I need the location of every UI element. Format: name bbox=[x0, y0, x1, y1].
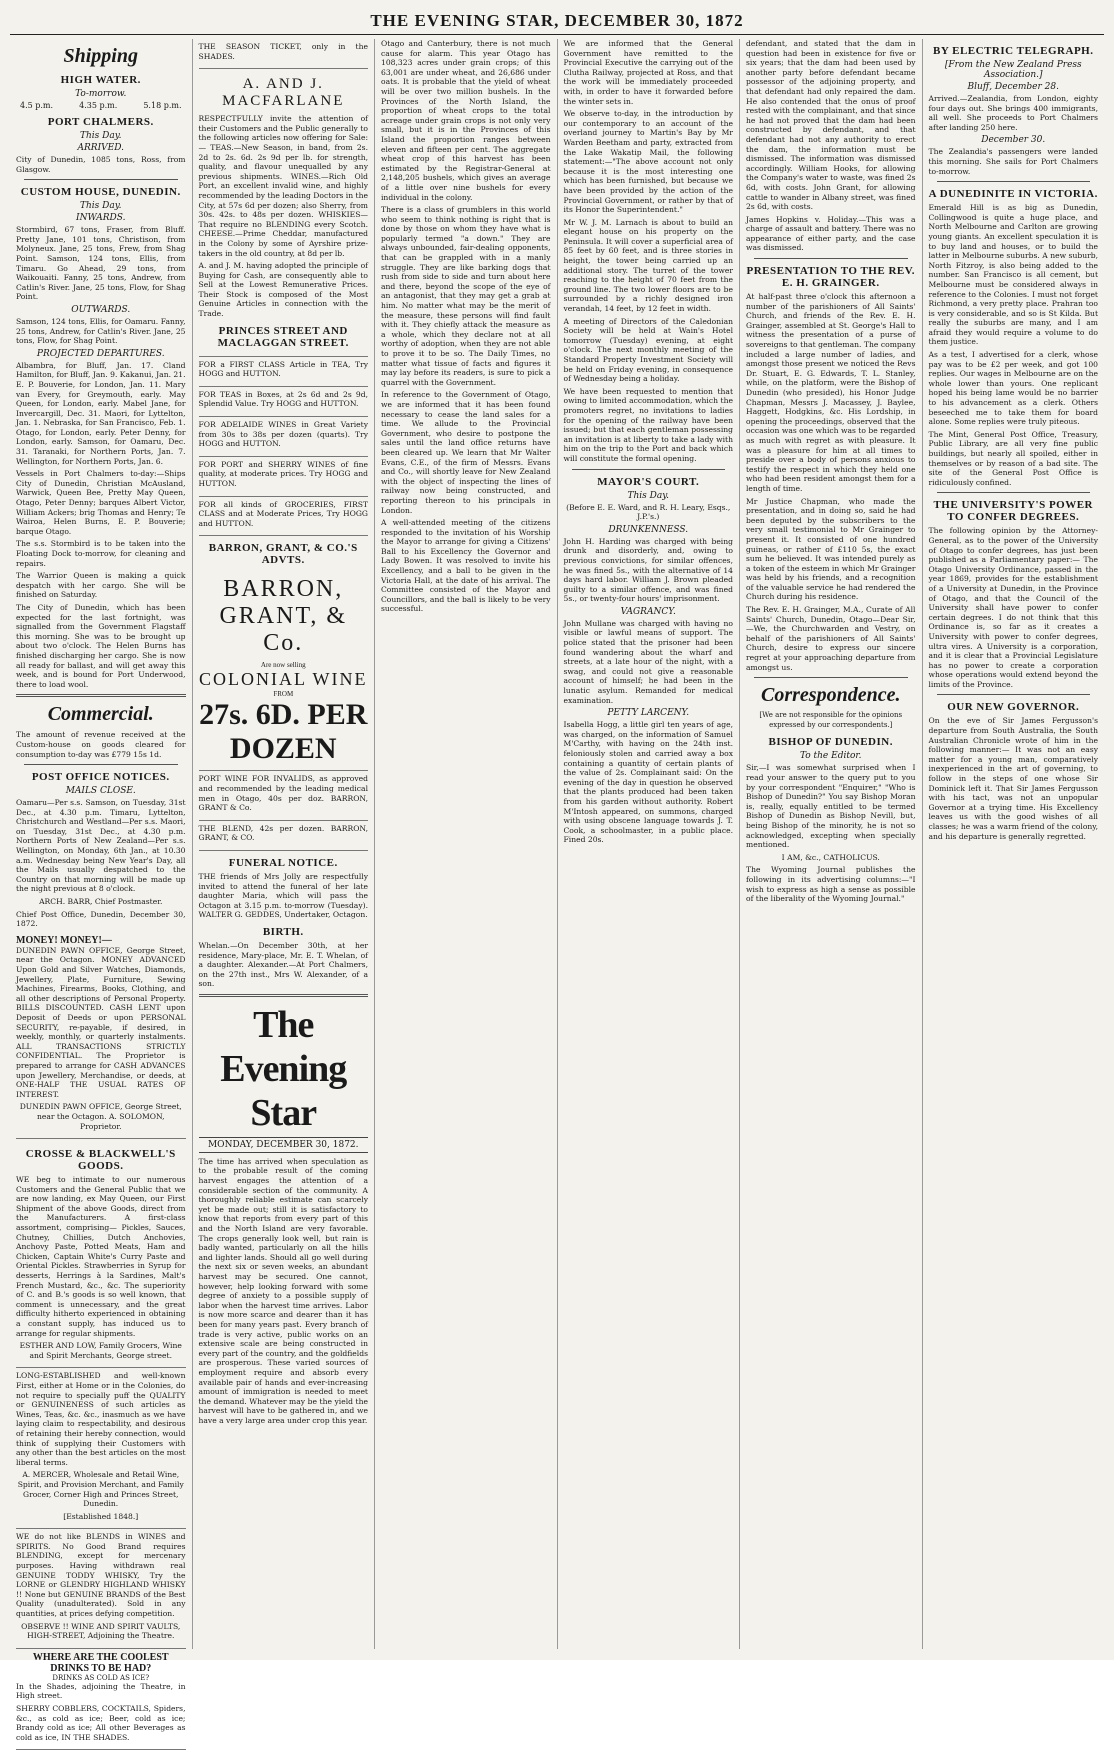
larceny-label: PETTY LARCENY. bbox=[607, 708, 690, 719]
column-2 bbox=[193, 39, 376, 1649]
outwards-label: OUTWARDS. bbox=[71, 304, 131, 315]
po-date: Chief Post Office, Dunedin, December 30, 1872. bbox=[16, 909, 186, 929]
presentation-text: At half-past three o'clock this afternoon a number of the parishioners of All Saints' Church, and friends of the Rev. E. H. Grainger, assembled at St. George's Hall to witness the presentation of a purse of sovereigns to that gentleman. The company included a large number of ladies, and amongst those present we noticed the Revs Dr. Stuart, E. G. Edwards, T. L. Stanley, while, on the platform, were the Bishop of Dunedin (who presided), his Honor Judge Chapman, Messrs J. Macassey, J. Baylee, Haggett, Hodgkins, &c. His Lordship, in opening the proceedings, observed that the occasion was one which was to be regarded as much with regret as with pleasure. It was a pleasure for him at all times to preside over a body of persons anxious to testify the respect in which they held one who had been resident amongst them for a length of time. bbox=[746, 292, 916, 493]
inwards-text: Stormbird, 67 tons, Fraser, from Bluff. Pretty Jane, 101 tons, Christison, from Molyneux. Jane, 25 tons, Frew, from Shag Point. Samson, 124 tons, Ellis, from Timaru. Go Ahead, 29 tons, from Waikouaiti. Fanny, 25 tons, Andrew, from Catlin's River. Jane, 25 tons, Flow, for Shag Point. bbox=[16, 225, 186, 302]
divider bbox=[16, 694, 186, 697]
macfarlane-ad bbox=[199, 69, 369, 356]
port-wine-ad bbox=[199, 771, 369, 820]
warrior-text: The Warrior Queen is making a quick despatch with her cargo. She will be finished on Saturday. bbox=[16, 571, 186, 600]
divider bbox=[24, 764, 178, 765]
colonial-wine-label: COLONIAL WINE bbox=[199, 669, 368, 690]
divider bbox=[199, 994, 369, 997]
court-text: John H. Harding was charged with being drunk and disorderly, and, owing to previous convictions, for similar offences, he was fined 5s., with the alternative of 14 days hard labor. William J. Brown pleaded guilty to a similar offence, and was fined 5s., or twenty-four hours' imprisonment. bbox=[563, 536, 733, 604]
mercer-sign: A. MERCER, Wholesale and Retail Wine, Spirit, and Provision Merchant, and Family Grocer, Corner High and Princes Street, Dunedin. bbox=[17, 1470, 184, 1509]
wines-ad bbox=[16, 1529, 186, 1649]
article-text: Otago and Canterbury, there is not much cause for alarm. This year Otago has 108,323 acres under grain crops; of this 63,001 are under wheat, and 26,686 under oats. It is probable that the yield of wheat will be over two million bushels. In the Provinces of the North Island, the proportion of wheat crops to the total acreage under grain crops is not only very small, but it is in the Provinces of this Island the proportion ranges between eleven and fifteen per cent. The aggregate wheat crop of this harvest has been estimated by the Registrar-General at 2,148,205 bushels, which gives an average of a little over nine bushels for every individual in the colony. bbox=[381, 39, 551, 202]
funeral-text: THE friends of Mrs Jolly are respectfully invited to attend the funeral of her late daughter Maria, which will pass the Octagon at 3.15 p.m. to-morrow (Tuesday). WALTER G. GEDDES, Undertaker, Octagon. bbox=[198, 871, 368, 920]
postmaster-sign: ARCH. BARR, Chief Postmaster. bbox=[39, 897, 163, 907]
barron-sub: Are now selling bbox=[260, 661, 306, 670]
from-label: FROM bbox=[273, 690, 294, 699]
tea-ad-5 bbox=[199, 497, 369, 537]
masthead bbox=[10, 8, 1104, 35]
bishop-sign: I AM, &c., CATHOLICUS. bbox=[781, 852, 880, 862]
season-text: THE SEASON TICKET, only in the SHADES. bbox=[198, 42, 368, 61]
pawn-sign: DUNEDIN PAWN OFFICE, George Street, near the Octagon. A. SOLOMON, Proprietor. bbox=[19, 1102, 182, 1131]
sherry-text: SHERRY COBBLERS, COCKTAILS, Spiders, &c., as cold as ice; Beer, cold as ice; Brandy cold as ice; All other Beverages as cold as ice, IN THE SHADES. bbox=[16, 1704, 186, 1742]
divider bbox=[572, 469, 726, 470]
telegraph-heading: BY ELECTRIC TELEGRAPH. bbox=[933, 45, 1094, 57]
victoria-text: Emerald Hill is as big as Dunedin, Collingwood is quite a huge place, and North Melbourne and Carlton are growing young giants. An excellent speculation it is to buy land and houses, or to build the latter in Melbourne suburbs. A new suburb, North Fitzroy, is also being added to the number. San Francisco is all cement, but Melbourne must be considered always in reference to the Colonies. I must not forget Richmond, a very pretty place. Prahran too is very considerable, and so is St Kilda. But really the suburbs are many, and I am afraid they would require a volume to do them justice. bbox=[928, 203, 1098, 347]
presentation-heading: PRESENTATION TO THE REV. E. H. GRAINGER. bbox=[746, 265, 915, 290]
where-text: In the Shades, adjoining the Theatre, in High street. bbox=[16, 1681, 186, 1701]
victoria-heading: A DUNEDINITE IN VICTORIA. bbox=[928, 188, 1098, 201]
larceny-text: Isabella Hogg, a little girl ten years of age, was charged, on the information of Samuel M'Carthy, with having on the 24th inst. feloniously stolen and carried away a box containing a quantity of certain plants of the value of 2s. Complainant said: On the evening of the day in question he observed that the plants produced had been taken from his garden without authority. Robert M'Intosh appeared, on summons, charged with using obscene language towards J. T. Cook, a schoolmaster, in a public place. Fined 20s. bbox=[563, 720, 733, 845]
article-text: A meeting of Directors of the Caledonian Society will be held at Wain's Hotel tomorrow (Tuesday) evening, at eight o'clock. The next monthly meeting of the Standard Property Investment Society will be held on Friday evening, in consequence of Wednesday being a holiday. bbox=[563, 316, 733, 384]
wine-price: 27s. 6D. PER DOZEN bbox=[199, 698, 368, 766]
wines-text: WE do not like BLENDS in WINES and SPIRITS. No Good Brand requires BLENDING, except for mercenary purposes. Having withdrawn real GENUINE TODDY WHISKY, Try the LORNE or GLENDRY HIGHLAND WHISKY !! None but GENUINE BRANDS of the Best Quality (unadulterated). Sold in any quantities, at prices defying competition. bbox=[16, 1532, 186, 1619]
shades-ad bbox=[16, 1649, 186, 1750]
bishop-to: To the Editor. bbox=[799, 751, 862, 762]
tomorrow-label: To-morrow. bbox=[75, 89, 127, 99]
commercial-text: The amount of revenue received at the Custom-house on goods cleared for consumption to-day was £779 15s 1d. bbox=[16, 730, 186, 759]
crosse-sign: ESTHER AND LOW, Family Grocers, Wine and Spirit Merchants, George street. bbox=[19, 1341, 182, 1360]
tea-ad-text: FOR PORT and SHERRY WINES of fine quality, at moderate prices. Try HOGG and HUTTON. bbox=[198, 459, 368, 488]
established-label: [Established 1848.] bbox=[63, 1511, 139, 1521]
colonial-wine-ad bbox=[199, 569, 369, 771]
vessels-text: Vessels in Port Chalmers to-day:—Ships City of Dunedin, Christian McAusland, Warwick, Queen Bee, Pretty May Queen, Otago, Peter Denny; barques Albert Victor, William Ackers; brig Thomas and Henry; Te Wairoa, Helen Burns, E. P. Bouverie; barque Otago. bbox=[16, 469, 186, 536]
drunkenness-label: DRUNKENNESS. bbox=[608, 524, 689, 535]
column-5 bbox=[740, 39, 923, 1649]
where-sub: DRINKS AS COLD AS ICE? bbox=[52, 1673, 150, 1682]
shipping-heading: Shipping bbox=[63, 45, 138, 67]
article-text: defendant, and stated that the dam in question had been in existence for five or six years; that the dam had been used by another party before defendant became possessor of the adjoining property, and that defendant had only repaired the dam. He also contended that the onus of proof rested with the complainant, and that since he had not proved that the dam had been constructed by defendant, and that defendant had not any authority to erect the dam, the information must be dismissed. The information was dismissed accordingly. William Hooks, for allowing the Company's water to waste, was fined 2s 6d, with costs. John Grant, for allowing cattle to wander in Albany street, was fined 2s 6d, with costs. bbox=[746, 39, 916, 212]
columns bbox=[10, 39, 1104, 1742]
tide-2: 4.35 p.m. bbox=[79, 101, 118, 110]
mayors-court-heading: MAYOR'S COURT. bbox=[597, 475, 700, 488]
bishop-text: Sir,—I was somewhat surprised when I read your answer to the query put to you by your correspondent "Enquirer," "Who is Bishop of Dunedin?" You say Bishop Moran is, really, equally entitled to be termed Bishop of Dunedin as Bishop Nevill, but, being Bishop of the minority, he is not so acknowledged, excepting when specially mentioned. bbox=[746, 763, 916, 850]
high-water-heading: HIGH WATER. bbox=[60, 74, 141, 86]
tea-ad-4 bbox=[199, 457, 369, 497]
divider bbox=[754, 258, 908, 259]
observe-text: OBSERVE !! WINE AND SPIRIT VAULTS, HIGH-STREET, Adjoining the Theatre. bbox=[21, 1621, 181, 1641]
season-ticket-ad bbox=[199, 39, 369, 69]
funeral-heading: FUNERAL NOTICE. bbox=[228, 856, 338, 869]
projected-text: Albambra, for Bluff, Jan. 17. Cland Hamilton, for Bluff, Jan. 9. Kakanui, Jan. 21. E. P. Bouverie, for London, Jan. 11. Mary van Every, for Greymouth, early. May Queen, for London, early. Mabel Jane, for Invercargill, Dec. 31. Maori, for Lyttelton, Jan. 1. Nebraska, for San Francisco, Feb. 1. Otago, for London, early. Peter Denny, for London, early. Samson, for Oamaru, Dec. 31. Taranaki, for Northern Ports, Jan. 7. Wellington, for Northern Ports, Jan. 6. bbox=[16, 360, 186, 466]
this-day-label: This Day. bbox=[80, 131, 122, 141]
inwards-label: INWARDS. bbox=[76, 213, 126, 224]
mails-close-label: MAILS CLOSE. bbox=[65, 786, 136, 797]
mercer-ad bbox=[16, 1368, 186, 1529]
dec30-dateline: December 30. bbox=[981, 135, 1046, 146]
governor-heading: OUR NEW GOVERNOR. bbox=[947, 701, 1080, 714]
divider bbox=[754, 677, 908, 678]
article-text: We have been requested to mention that owing to limited accommodation, which the promoters regret, no invitations to ladies for the opening of the railway have been issued; but that each gentleman possessing an invitation is at liberty to take a lady with him on the trip to the Port and back which will constitute the formal opening. bbox=[563, 386, 733, 463]
mercer-text: LONG-ESTABLISHED and well-known First, either at Home or in the Colonies, do not require to specially puff the QUALITY or GENUINENESS of such articles as Wines, Teas, &c. &c., inasmuch as we have laying claim to respectability, and desirous of retaining their hereby connection, would think of supplying their Customers with any other than the best articles on the most liberal terms. bbox=[16, 1371, 186, 1467]
masthead-title: THE EVENING STAR, DECEMBER 30, 1872 bbox=[370, 11, 744, 30]
tide-times bbox=[16, 101, 186, 110]
post-office-heading: POST OFFICE NOTICES. bbox=[31, 771, 170, 784]
tea-ad-3 bbox=[199, 417, 369, 457]
customs-heading: CUSTOM HOUSE, DUNEDIN. bbox=[20, 186, 181, 199]
article-text: The Rev. E. H. Grainger, M.A., Curate of All Saints' Church, Dunedin, Otago—Dear Sir,—We, the Churchwarden and Vestry, on behalf of the parishioners of All Saints' Church, desire to express our sincere regret at your approaching departure from amongst us. bbox=[746, 605, 916, 672]
tea-ad-2 bbox=[199, 387, 369, 417]
outwards-text: Samson, 124 tons, Ellis, for Oamaru. Fanny, 25 tons, Andrew, for Catlin's River. Jane, 25 tons, Flow, for Shag Point. bbox=[16, 316, 186, 346]
article-text: James Hopkins v. Holiday.—This was a charge of assault and battery. There was no appearance of either party, and the case was dismissed. bbox=[746, 214, 916, 253]
city-text: The City of Dunedin, which has been expected for the last fortnight, was signalled from the Government Flagstaff this morning. She was to be brought up about two o'clock. The Helen Burns has finished discharging her cargo. She is now all ready for ballast, and will get away this week, and is bound for Port Underwood, there to load wool. bbox=[16, 602, 186, 689]
column-3 bbox=[375, 39, 558, 1649]
tea-ad-text: FOR all kinds of GROCERIES, FIRST CLASS and at Moderate Prices, Try HOGG and HUTTON. bbox=[198, 499, 368, 528]
article-text: We observe to-day, in the introduction by our contemporary to an account of the overland journey to Martin's Bay by Mr Warden Beetham and party, extracted from the Lake Wakatip Mail, the following statement:—"The above account not only because it is the most interesting one which has been furnished, but because we have been provided by the action of the Provincial Government, or rather by that of its Honor the Superintendent." bbox=[563, 109, 733, 215]
tide-1: 4.5 p.m. bbox=[20, 101, 54, 110]
tea-ad-1 bbox=[199, 357, 369, 387]
article-text: Mr W. J. M. Larnach is about to build an elegant house on his property on the Peninsula. It will cover a superficial area of 85 feet by 60 feet, and is three stories in height, the tower being carried up an additional story. The turret of the tower reaching to the height of 70 feet from the ground line. The two lower floors are to be surrounded by a richly designed iron verandah, 14 feet, by 12 feet in width. bbox=[563, 217, 733, 314]
arrived-label: ARRIVED. bbox=[77, 143, 124, 153]
crosse-heading: CROSSE & BLACKWELL'S GOODS. bbox=[25, 1148, 176, 1173]
article-text: We are informed that the General Government have remitted to the Provincial Executive the carrying out of the Clutha Railway, projected at Ross, and that the work will be immediately proceeded with, in order to have it forwarded before the winter sets in. bbox=[563, 39, 733, 106]
crosse-ad bbox=[16, 1139, 186, 1368]
bluff-dateline: Bluff, December 28. bbox=[967, 82, 1059, 92]
zealandia-text: The Zealandia's passengers were landed this morning. She sails for Port Chalmers to-morrow. bbox=[928, 147, 1098, 176]
crosse-text: WE beg to intimate to our numerous Customers and the General Public that we are now landing, ex May Queen, our First Shipment of the above Goods, direct from the Manufacturers. A first-class assortment, comprising— Pickles, Sauces, Chutney, Chillies, Dutch Anchovies, Anchovy Paste, Potted Meats, Ham and Chicken, Captain White's Curry Paste and Oriental Pickles. Strawberries in Syrup for desserts, Herrings à la Sardines, Malt's French Mustard, &c., &c. The superiority of C. and B.'s goods is so well known, that comment is unnecessary, and the great difficulty hitherto experienced in obtaining a constant supply, has induced us to arrange for regular shipments. bbox=[16, 1175, 186, 1338]
barron-name: BARRON, GRANT, & Co. bbox=[219, 576, 348, 657]
divider bbox=[937, 492, 1091, 493]
article-text: In reference to the Government of Otago, we are informed that it has been found necessary to cease the land sales for a time. We allude to the Provincial Government, who desire to postpone the sales until the land office returns have been cleared up. We learn that Mr Walter Evans, C.E., of the firm of Messrs. Evans and Co., will shortly leave for New Zealand with the object of inspecting the lines of railway now being constructed, and reporting thereon to his principals in London. bbox=[381, 390, 551, 515]
money-text: DUNEDIN PAWN OFFICE, George Street, near the Octagon. MONEY ADVANCED Upon Gold and Silver Watches, Diamonds, Jewellery, Plate, Furniture, Sewing Machines, Firearms, Books, Clothing, and all other descriptions of Personal Property. BILLS DISCOUNTED. CASH LENT upon Deposit of Deeds or upon PERSONAL SECURITY, re-payable, if desired, in weekly, monthly, or quarterly instalments. ALL TRANSACTIONS STRICTLY CONFIDENTIAL. The Proprietor is prepared to arrange for CASH ADVANCES upon Jewellery, Merchandise, or deeds, at ONE-HALF THE USUAL RATES OF INTEREST. bbox=[16, 945, 186, 1099]
correspondence-note: [We are not responsible for the opinions expressed by our correspondents.] bbox=[759, 711, 903, 729]
mayor-bench: (Before E. E. Ward, and R. H. Leary, Esqs., J.P.'s.) bbox=[566, 502, 731, 522]
macfarlane-name: A. AND J. MACFARLANE bbox=[222, 76, 345, 110]
article-text: The Wyoming Journal publishes the following in its advertising columns:—"I wish to express as high a sense as possible of the liberality of the Wyoming Journal." bbox=[746, 865, 916, 904]
customs-day: This Day. bbox=[80, 201, 122, 212]
macfarlane-text-2: A. and J. M. having adopted the principle of Buying for Cash, are consequently able to Sell at the Lowest Remunerative Prices. Their Stock is composed of the Most Genuine Articles in connection with the Trade. bbox=[198, 261, 368, 319]
divider bbox=[937, 181, 1091, 182]
editorial-text: The time has arrived when speculation as to the probable result of the coming harvest engages the attention of a considerable section of the community. A thoroughly reliable estimate can scarcely yet be made out; still it is satisfactory to know that reports from every part of this and the North Island are very favorable. The crops generally look well, but rain is badly wanted, particularly on all the hills and lighter lands. Should all go well during the next six or seven weeks, an abundant harvest may be secured. One cannot, however, help looking forward with some degree of anxiety to a possible supply of labor when the harvest time arrives. Labor is now more scarce and dearer than it has been for many years past. Every branch of trade is very active, public works on an extensive scale are being constructed in every part of the country, and the goldfields are prosperous. These varied sources of employment require and absorb every available pair of hands and ever-increasing amount of immigration is needed to meet the demand. Whatever may be the yield the harvest will have to be gathered in, and we have a very large area under crop this year. bbox=[198, 1156, 368, 1425]
port-chalmers-heading: PORT CHALMERS. bbox=[47, 116, 154, 128]
commercial-heading: Commercial. bbox=[47, 703, 154, 726]
article-text: A well-attended meeting of the citizens responded to the invitation of his Worship the Mayor to arrange for giving a Citizens' Ball to his Excellency the Governor and Lady Bowen. It was resolved to invite his Excellency, and a ball to be given in the Victoria Hall, at the date of his arrival. The Committee consisted of the Mayor and Councillors, and the ball is likely to be very successful. bbox=[381, 518, 551, 614]
money-ad bbox=[16, 932, 186, 1139]
article-text: The Mint, General Post Office, Treasury, Public Library, are all very fine public buildings, but nearly all spoiled, either in themselves or by reason of a bad site. The site of the General Post Office is ridiculously confined. bbox=[928, 429, 1098, 487]
mayor-day: This Day. bbox=[627, 490, 669, 501]
stormbird-text: The s.s. Stormbird is to be taken into the Floating Dock to-morrow, for cleaning and repairs. bbox=[16, 539, 186, 568]
governor-text: On the eve of Sir James Fergusson's departure from South Australia, the South Australian Chronicle wrote of him in the following manner:— It was not an easy matter for a young man, comparatively inexperienced in the art of governing, to follow in the steps of one whose Sir Dominick left it. That Sir James Fergusson with his tact, was not an unpopular Governor at a trying time. His Excellency leaves us with the good wishes of all classes; he was a warm friend of the colony, and his departure is generally regretted. bbox=[928, 716, 1098, 841]
barron-adverts: BARRON, GRANT, & CO.'S ADVTS. bbox=[208, 542, 358, 567]
tea-ad-text: FOR TEAS in Boxes, at 2s 6d and 2s 9d, Splendid Value. Try HOGG and HUTTON. bbox=[198, 389, 368, 409]
article-text: As a test, I advertised for a clerk, whose pay was to be £2 per week, and got 100 replies. Our wages in Melbourne are on the whole lower than yours. One replicant hoped his being lame would be no barrier to his advancement as a clerk. Others beseeched me to take them for board alone. Some replies were truly piteous. bbox=[928, 350, 1098, 427]
correspondence-heading: Correspondence. bbox=[761, 684, 901, 707]
port-text: PORT WINE FOR INVALIDS, as approved and recommended by the leading medical men in Otago, 40s per doz. BARRON, GRANT & Co. bbox=[198, 774, 368, 813]
macfarlane-text: RESPECTFULLY invite the attention of their Customers and the Public generally to the following articles now offering for Sale:— TEAS.—New Season, in band, from 2s. 2d to 2s. 6d. 2s 9d per lb. for strength, quality, and flavour unequalled by any previous shipments. WINES.—Rich Old Port, an excellent invalid wine, and highly recommended by the leading Doctors in the City, at 57s 6d per dozen; also Sherry, from 30s. 42s. to 48s per dozen. WHISKIES—That require no BLENDING every Scotch. CHEESE.—Prime Cheddar, manufactured in the Colony by some of Ayrshire prize-takers in the old country, at 8d per lb. bbox=[198, 114, 368, 258]
telegraph-sub: [From the New Zealand Press Association.] bbox=[944, 60, 1082, 80]
vagrancy-label: VAGRANCY. bbox=[620, 606, 676, 617]
arrived-text: City of Dunedin, 1085 tons, Ross, from Glasgow. bbox=[16, 155, 186, 174]
nameplate: The Evening Star bbox=[220, 1003, 347, 1134]
princes-street: PRINCES STREET AND MACLAGGAN STREET. bbox=[217, 324, 349, 349]
bishop-heading: BISHOP OF DUNEDIN. bbox=[768, 736, 893, 749]
university-text: The following opinion by the Attorney-General, as to the power of the University of Otago to confer degrees, has just been published as a Parliamentary paper:— The Otago University Ordinance, passed in the year 1869, provides for the establishment of a University at Dunedin, in the Province of Otago, and that the Council of the University shall have power to confer certain degrees. I do not think that this Ordinance is, so far as it creates a University with power to confer degrees, ultra vires. A University is a corporation, and it is clear that a Provincial Legislature has no power to create a corporation whose operations would extend beyond the limits of the Province. bbox=[928, 526, 1098, 689]
bluff-text: Arrived.—Zealandia, from London, eighty four days out. She brings 400 immigrants, all well. She proceeds to Port Chalmers after landing 250 here. bbox=[928, 94, 1098, 132]
issue-date: MONDAY, DECEMBER 30, 1872. bbox=[199, 1137, 369, 1153]
divider bbox=[24, 179, 178, 180]
column-4 bbox=[558, 39, 741, 1649]
birth-text: Whelan.—On December 30th, at her residence, Mary-place, Mr. E. T. Whelan, of a daughter. Alexander.—At Port Chalmers, on the 27th inst., Mrs W. Alexander, of a son. bbox=[198, 940, 368, 989]
blend-text: THE BLEND, 42s per dozen. BARRON, GRANT, & CO. bbox=[198, 823, 368, 843]
vagrancy-text: John Mullane was charged with having no visible or lawful means of support. The police stated that the prisoner had been found wandering about the wharf and streets, at a late hour of the night, with a swag, and could not give a reasonable account of himself; he had been in the lunatic asylum. Remanded for medical examination. bbox=[563, 618, 733, 705]
blend-ad bbox=[199, 821, 369, 851]
article-text: Mr Justice Chapman, who made the presentation, and in doing so, said he had been deputed by the subscribers to the very small testimonial to Mr Grainger to present it. It consisted of one hundred guineas, or rather of £110 5s, the exact sum he believed. It was intended purely as a token of the esteem in which Mr Grainger was held by his friends, and a recognition of the valuable service he had rendered the Church during his residence. bbox=[746, 496, 916, 602]
column-1 bbox=[10, 39, 193, 1742]
article-text: There is a class of grumblers in this world who seem to think nothing is right that is done by those on whom they have what is popularly termed "a down." They are always unbounded, fair-dealing opponents, that can be grappled with in a manly struggle. They are like barking dogs that rush from side to side and turn about here and there, beyond the scope of the eye of an antagonist, that they may get a grab at him. No matter what may be the merit of the measure, these persons will find fault with it. They chiefly attack the measure as a whole, which they declare not at all worthy of adoption, when they are not able to prove it to be so. The Daily Times, no matter what tissue of facts and figures it may lay before its readers, is sure to pick a quarrel with the Government. bbox=[381, 205, 551, 387]
column-6 bbox=[923, 39, 1105, 1649]
tea-ad-text: FOR ADELAIDE WINES in Great Variety from 30s to 38s per dozen (quarts). Try HOGG and HUTTON. bbox=[198, 420, 368, 449]
university-heading: THE UNIVERSITY'S POWER TO CONFER DEGREES. bbox=[933, 499, 1094, 524]
birth-heading: BIRTH. bbox=[262, 925, 304, 938]
tide-3: 5.18 p.m. bbox=[143, 101, 182, 110]
mails-text: Oamaru—Per s.s. Samson, on Tuesday, 31st Dec., at 4.30 p.m. Timaru, Lyttelton, Christchurch and Westland—Per s.s. Maori, on Tuesday, 31st Dec., at 4.30 p.m. Northern Ports of New Zealand—Per s.s. Wellington, on Monday, 6th Jan., at 10.30 a.m. Wednesday being New Year's Day, all the Mails usually despatched to the Country on that morning will be made up the night previous at 8 o'clock. bbox=[16, 798, 186, 894]
where-heading: WHERE ARE THE COOLEST DRINKS TO BE HAD? bbox=[32, 1651, 169, 1674]
divider bbox=[937, 694, 1091, 695]
money-heading: MONEY! MONEY!— bbox=[16, 934, 112, 946]
tea-ad-text: FOR a FIRST CLASS Article in TEA, Try HOGG and HUTTON. bbox=[198, 359, 368, 379]
projected-label: PROJECTED DEPARTURES. bbox=[36, 348, 165, 359]
